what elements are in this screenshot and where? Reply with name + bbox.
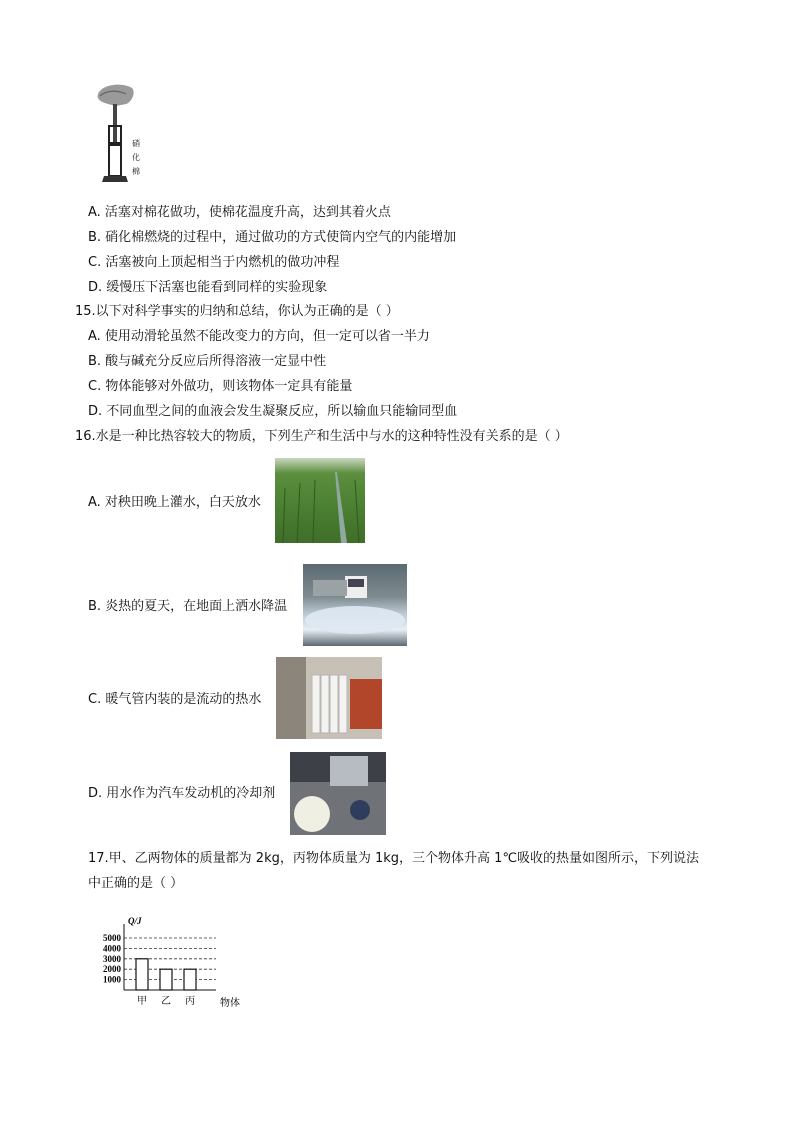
q16-option-a: A. 对秧田晚上灌水，白天放水	[88, 495, 261, 510]
q14-option-a: A. 活塞对棉花做功，使棉花温度升高，达到其着火点	[88, 205, 391, 220]
piston-apparatus-figure	[92, 82, 150, 188]
category-label: 甲	[137, 996, 147, 1007]
category-label: 乙	[161, 996, 171, 1007]
q14-option-c: C. 活塞被向上顶起相当于内燃机的做功冲程	[88, 255, 340, 270]
q17-stem-line1: 17.甲、乙两物体的质量都为 2kg，丙物体质量为 1kg，三个物体升高 1℃吸收的热量如图所示，下列说法	[88, 851, 700, 866]
q14-option-d: D. 缓慢压下活塞也能看到同样的实验现象	[88, 280, 328, 295]
bar-2	[184, 969, 196, 990]
bar-0	[136, 959, 148, 990]
q15-option-b: B. 酸与碱充分反应后所得溶液一定显中性	[88, 354, 327, 369]
water-truck-photo	[303, 564, 407, 646]
y-tick-label: 2000	[103, 964, 121, 975]
nitrocellulose-label-3: 棉	[132, 167, 140, 176]
nitrocellulose-label-1: 硝	[132, 139, 140, 148]
q14-option-b: B. 硝化棉燃烧的过程中，通过做功的方式使筒内空气的内能增加	[88, 230, 457, 245]
q15-option-c: C. 物体能够对外做功，则该物体一定具有能量	[88, 379, 353, 394]
nitrocellulose-label-2: 化	[132, 153, 140, 162]
x-axis-label: 物体	[220, 998, 240, 1009]
y-tick-label: 4000	[103, 943, 121, 954]
radiator-photo	[276, 657, 382, 739]
category-label: 丙	[185, 996, 195, 1007]
q16-option-b: B. 炎热的夏天，在地面上洒水降温	[88, 599, 288, 614]
y-axis-label: Q/J	[128, 916, 142, 926]
y-tick-label: 5000	[103, 933, 121, 943]
bar-1	[160, 969, 172, 990]
rice-paddy-photo	[275, 458, 365, 543]
q15-option-a: A. 使用动滑轮虽然不能改变力的方向，但一定可以省一半力	[88, 329, 430, 344]
engine-coolant-photo	[290, 752, 386, 835]
q16-option-d: D. 用水作为汽车发动机的冷却剂	[88, 786, 276, 801]
q16-option-c: C. 暖气管内装的是流动的热水	[88, 692, 262, 707]
q15-option-d: D. 不同血型之间的血液会发生凝聚反应，所以输血只能输同型血	[88, 404, 458, 419]
q16-stem: 16.水是一种比热容较大的物质，下列生产和生活中与水的这种特性没有关系的是（ ）	[75, 429, 568, 444]
q17-stem-line2: 中正确的是（ ）	[88, 876, 184, 891]
y-tick-label: 3000	[103, 953, 121, 964]
y-tick-label: 1000	[103, 974, 121, 985]
heat-bar-chart	[88, 910, 268, 1020]
q15-stem: 15.以下对科学事实的归纳和总结，你认为正确的是（ ）	[75, 304, 399, 319]
